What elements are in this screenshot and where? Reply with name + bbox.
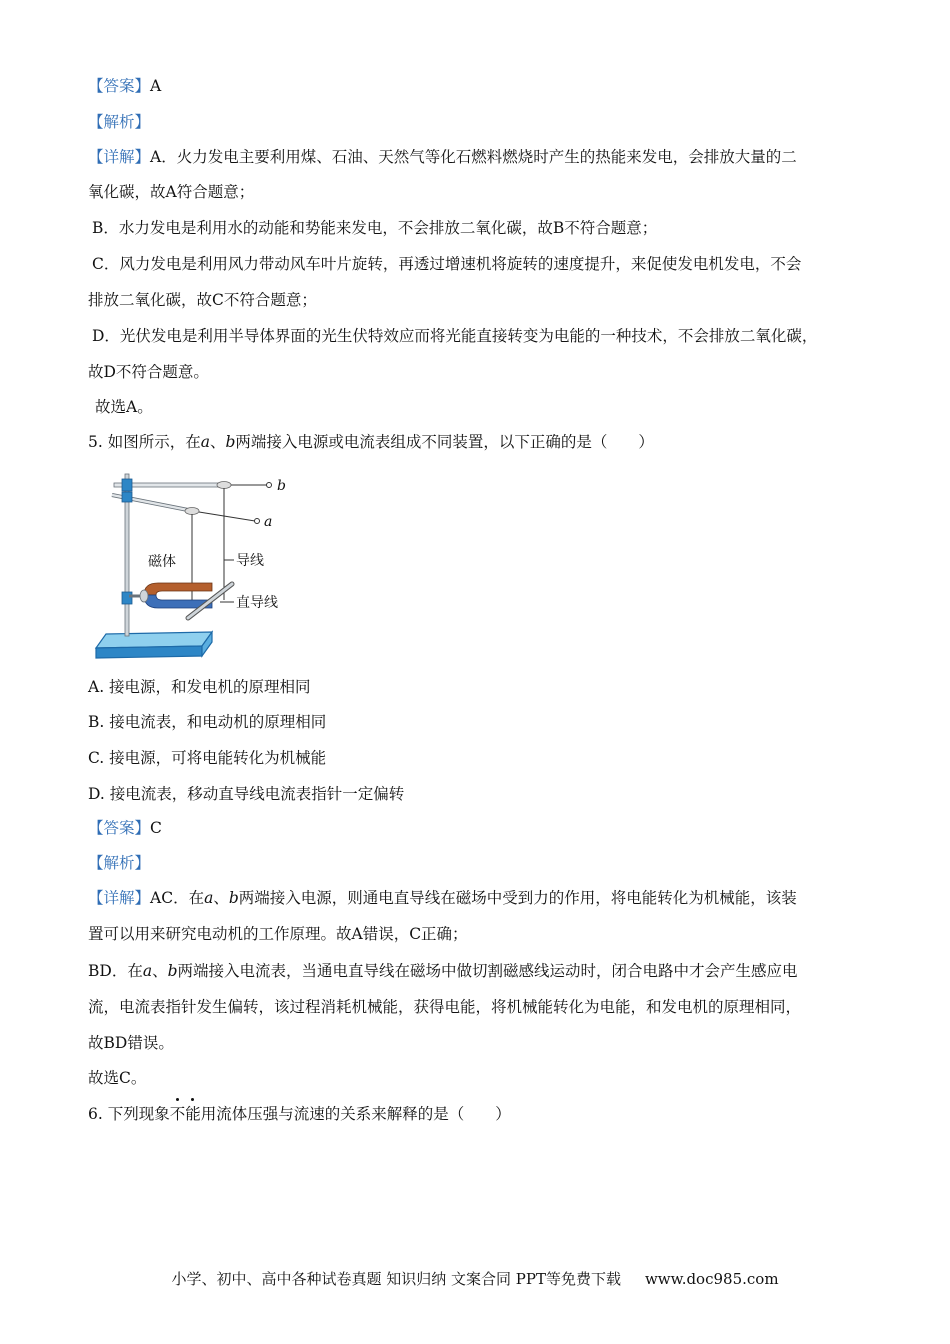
ac-var-a: a — [204, 889, 214, 907]
magnet-mount — [140, 590, 148, 602]
answer-tag: 【答案】 — [88, 77, 151, 95]
bd-rest: 两端接入电流表，当通电直导线在磁场中做切割磁感线运动时，闭合电路中才会产生感应电 — [177, 962, 798, 980]
q5-option-c: C. 接电源，可将电能转化为机械能 — [88, 749, 327, 767]
clamp-bottom — [122, 592, 132, 604]
bd-var-a: a — [142, 962, 153, 980]
q5-stem-suffix: 两端接入电源或电流表组成不同装置，以下正确的是（ ） — [235, 433, 654, 451]
q4-detail-line-a2: 氧化碳，故A符合题意； — [88, 183, 255, 201]
answer-tag: 【答案】 — [88, 819, 151, 837]
q4-detail-line-a1 — [88, 147, 797, 167]
q4-detail-line-d2: 故D不符合题意。 — [88, 363, 209, 381]
answer-value: A — [150, 77, 162, 95]
label-a: a — [264, 514, 273, 530]
q5-option-b: B. 接电流表，和电动机的原理相同 — [88, 713, 327, 731]
footer-url[interactable]: www.doc985.com — [644, 1270, 779, 1288]
q5-analysis-tag: 【解析】 — [88, 854, 151, 872]
q5-detail-line-ac1 — [88, 888, 797, 908]
q6-stem — [88, 1104, 511, 1124]
q4-detail-line-b: B．水力发电是利用水的动能和势能来发电，不会排放二氧化碳，故B不符合题意； — [92, 219, 658, 237]
footer-left: 小学、初中、高中各种试卷真题 知识归纳 文案合同 PPT等免费下载 — [171, 1270, 621, 1288]
q5-sep: 、 — [209, 433, 226, 451]
holder-a — [185, 508, 199, 515]
terminal-b — [267, 483, 272, 488]
q4-analysis-tag: 【解析】 — [88, 113, 151, 131]
terminal-a — [255, 519, 260, 524]
q4-answer-line — [88, 76, 161, 96]
ac-sep: 、 — [213, 889, 229, 907]
q5-stem — [88, 432, 654, 452]
bd-prefix: BD．在 — [88, 962, 143, 980]
q5-detail-line-ac2: 置可以用来研究电动机的工作原理。故A错误，C正确； — [88, 925, 468, 943]
q5-stem-prefix: 5. 如图所示，在 — [88, 433, 201, 451]
detail-tag: 【详解】 — [88, 889, 151, 907]
q6-emphasis-2: 能 — [185, 1105, 201, 1123]
stand-base-front — [96, 646, 202, 658]
detail-tag: 【详解】 — [88, 148, 151, 166]
q4-detail-line-c2: 排放二氧化碳，故C不符合题意； — [88, 291, 317, 309]
q6-suffix: 用流体压强与流速的关系来解释的是（ ） — [200, 1105, 511, 1123]
q5-apparatus-figure — [92, 466, 302, 666]
q4-detail-line-c1: C．风力发电是利用风力带动风车叶片旋转，再透过增速机将旋转的速度提升，来促使发电机发电，不会 — [92, 255, 802, 273]
clamp-middle — [122, 492, 132, 502]
q4-conclusion: 故选A。 — [95, 398, 153, 416]
q5-var-a: a — [200, 433, 210, 451]
magnet-north — [144, 583, 212, 595]
lead-a — [199, 512, 255, 521]
q5-option-d: D. 接电流表，移动直导线电流表指针一定偏转 — [88, 785, 405, 803]
ac-prefix: AC．在 — [150, 889, 205, 907]
answer-value: C — [150, 819, 162, 837]
q5-detail-line-bd1 — [88, 961, 798, 981]
clamp-top — [122, 479, 132, 491]
holder-b — [217, 482, 231, 489]
q4-detail-line-d1: D．光伏发电是利用半导体界面的光生伏特效应而将光能直接转变为电能的一种技术，不会排放二氧化碳， — [92, 327, 818, 345]
label-straight-wire: 直导线 — [236, 595, 278, 611]
bd-sep: 、 — [152, 962, 168, 980]
label-wire: 导线 — [236, 553, 264, 569]
bd-var-b: b — [167, 962, 178, 980]
label-b: b — [277, 478, 286, 494]
q5-detail-line-bd2: 流，电流表指针发生偏转，该过程消耗机械能，获得电能，将机械能转化为电能，和发电机的原理相同， — [88, 998, 802, 1016]
q5-answer-line — [88, 818, 162, 838]
q5-conclusion: 故选C。 — [88, 1069, 147, 1087]
q6-prefix: 6. 下列现象 — [88, 1105, 170, 1123]
label-magnet: 磁体 — [148, 554, 176, 570]
ac-rest: 两端接入电源，则通电直导线在磁场中受到力的作用，将电能转化为机械能，该装 — [238, 889, 797, 907]
q5-detail-line-bd3: 故BD错误。 — [88, 1034, 174, 1052]
ac-var-b: b — [228, 889, 239, 907]
q5-option-a: A. 接电源，和发电机的原理相同 — [88, 678, 311, 696]
q5-var-b: b — [225, 433, 236, 451]
page-footer — [0, 1268, 950, 1289]
q6-emphasis-1: 不 — [169, 1105, 186, 1123]
q4-option-a-explanation: A．火力发电主要利用煤、石油、天然气等化石燃料燃烧时产生的热能来发电，会排放大量的二 — [150, 148, 797, 166]
